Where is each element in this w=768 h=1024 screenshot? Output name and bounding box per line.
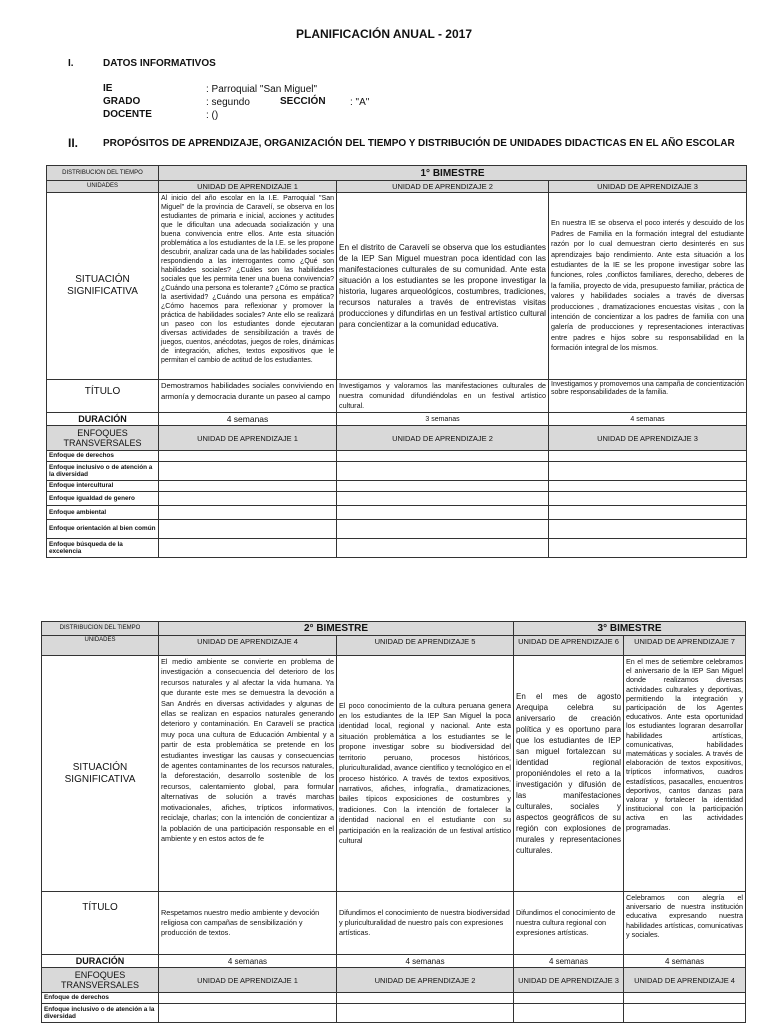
titulo-text: Investigamos y promovemos una campaña de concientización sobre responsabilidades de la familia. [549,380,747,413]
enfoque-label: Enfoque igualdad de genero [47,492,159,506]
duracion-value: 4 semanas [514,955,624,968]
dist-tiempo-label: DISTRIBUCION DEL TIEMPO [47,166,159,181]
seccion-value: : "A" [350,97,370,108]
enfoques-unit-header: UNIDAD DE APRENDIZAJE 4 [624,968,746,993]
enfoque-label: Enfoque de derechos [47,451,159,462]
enfoque-label: Enfoque orientación al bien común [47,520,159,539]
planning-table-bimestre-2-3 [41,621,746,1023]
duracion-value: 4 semanas [624,955,746,968]
titulo-text: Demostramos habilidades sociales conviviendo en armonía y democracia durante un paseo al campo [159,380,337,413]
section-1-heading: DATOS INFORMATIVOS [103,58,216,69]
dist-tiempo-label: DISTRIBUCION DEL TIEMPO [42,622,159,636]
enfoque-label: Enfoque intercultural [47,481,159,492]
enfoque-label: Enfoque ambiental [47,506,159,520]
unit-header: UNIDAD DE APRENDIZAJE 4 [159,636,337,656]
situacion-text: El medio ambiente se convierte en problema de investigación a consecuencia del deterioro de los recursos naturales y al afectar la vida humana. Ya que durante este mes se demuestra la devoción a San Andrés en diversas actividades y algunas de ellas se realizan en espacios naturales generando deterioro y contaminación. En Caravelí se practica muy poca una cultura de Educación Ambiental y a partir de esta problemática se pretende en los estudiantes investigar las causas y consecuencias de agentes contaminantes de los recursos naturales, la deforestación, desarrollo sostenible de los recursos, calentamiento global, para formular alternativas de solución a través marchas motivacionales, afiches, trípticos informativos, reciclaje, charlas; con la intención de concientizar a la población de una participación responsable en el ambiente y en estos actos de fe [159,656,337,892]
enfoques-unit-header: UNIDAD DE APRENDIZAJE 2 [337,426,549,451]
docente-value: : () [206,110,219,121]
titulo-text: Celebramos con alegría el aniversario de nuestra institución educativa expresando nuestra habilidades artísticas, comunicativas y sociales. [624,892,746,955]
enfoque-label: Enfoque de derechos [42,993,159,1004]
document-title: PLANIFICACIÓN ANUAL - 2017 [295,27,473,41]
grado-value: : segundo [206,97,250,108]
bimestre-1-header: 1° BIMESTRE [159,166,747,181]
ie-value: : Parroquial "San Miguel" [206,84,318,95]
docente-label: DOCENTE [103,109,152,120]
situacion-text: En el distrito de Caravelí se observa que los estudiantes de la IEP San Miguel muestran poca identidad con las manifestaciones culturales de su comunidad. Ante esta situación a los estudiantes se les propone investigar la historia, lugares arqueológicos, costumbres, tradiciones, recursos naturales a través de entrevistas visitas producciones y difundirlas en un festival artístico cultural para concientizar a la comunidad educativa. [337,193,549,380]
enfoques-unit-header: UNIDAD DE APRENDIZAJE 1 [159,968,337,993]
unit-header: UNIDAD DE APRENDIZAJE 2 [337,181,549,193]
unidades-label: UNIDADES [47,181,159,193]
enfoques-unit-header: UNIDAD DE APRENDIZAJE 3 [549,426,747,451]
duracion-label: DURACIÓN [47,413,159,426]
enfoques-label: ENFOQUES TRANSVERSALES [47,426,159,451]
titulo-text: Investigamos y valoramos las manifestaciones culturales de nuestra comunidad difundiéndolas en un festival artístico cultural. [337,380,549,413]
unidades-label: UNIDADES [42,636,159,656]
situacion-text: En nuestra IE se observa el poco interés y descuido de los Padres de Familia en la formación integral del estudiante razón por lo cual demuestran cierto desinterés en sus aprendizajes bajo rendimiento. Ante esta situación a los estudiantes de la IE se les propone investigar sobre las funciones, roles ,conflictos familiares, derecho, deberes de la familia, proyecto de vida, presupuesto familiar, práctica de valores y habilidades sociales a través de diversas producciones , dramatizaciones encuestas visitas , con la intención de concientizar a los padres de familia con una galería de producciones y representaciones interactivas entre padres e hijos sobre su responsabilidad en la formación integral de los mismos. [549,193,747,380]
duracion-value: 4 semanas [337,955,514,968]
unit-header: UNIDAD DE APRENDIZAJE 7 [624,636,746,656]
enfoque-label: Enfoque inclusivo o de atención a la diversidad [42,1004,159,1023]
bimestre-2-header: 2° BIMESTRE [159,622,514,636]
enfoques-unit-header: UNIDAD DE APRENDIZAJE 3 [514,968,624,993]
section-1-number: I. [68,58,74,69]
unit-header: UNIDAD DE APRENDIZAJE 3 [549,181,747,193]
enfoques-label: ENFOQUES TRANSVERSALES [42,968,159,993]
situacion-text: Al inicio del año escolar en la I.E. Parroquial "San Miguel" de la provincia de Caravelí, se observa en los estudiantes de primaria e inicial, acciones y actitudes que le dificultan una adecuada socialización y una buena convivencia entre ellos. Ante esta situación problemática a los estudiantes de la I.E. se les propone descubrir, analizar cada una de las habilidades sociales respondiendo a las interrogantes como ¿Qué son habilidades sociales? ¿Cuáles son las habilidades sociales que les permita tener una buena convivencia? ¿Cuándo una persona es tolerante? ¿Cómo se practica la asertividad? ¿Cuándo una persona es empática? ¿Cómo hacemos para reflexionar y promover la práctica de habilidades sociales? Ante ello se realizará un paseo con los estudiantes donde ejecutaran diversas actividades de sensibilización a través de juegos, cuentos, anécdotas, juegos de roles, dinámicas de integración, afiches, textos expositivos que le permitan el cambio de actitud de los estudiantes. [159,193,337,380]
enfoque-label: Enfoque búsqueda de la excelencia [47,539,159,558]
titulo-text: Respetamos nuestro medio ambiente y devoción religiosa con campañas de sensibilización y producción de textos. [159,892,337,955]
seccion-label: SECCIÓN [280,96,326,107]
unit-header: UNIDAD DE APRENDIZAJE 5 [337,636,514,656]
duracion-value: 4 semanas [159,413,337,426]
titulo-label: TÍTULO [47,380,159,413]
situacion-label: SITUACIÓN SIGNIFICATIVA [47,193,159,380]
unit-header: UNIDAD DE APRENDIZAJE 1 [159,181,337,193]
duracion-value: 3 semanas [337,413,549,426]
duracion-value: 4 semanas [549,413,747,426]
titulo-text: Difundimos el conocimiento de nuestra biodiversidad y pluriculturalidad de nuestro país con expresiones artísticas. [337,892,514,955]
enfoques-unit-header: UNIDAD DE APRENDIZAJE 2 [337,968,514,993]
duracion-value: 4 semanas [159,955,337,968]
bimestre-3-header: 3° BIMESTRE [514,622,746,636]
section-2-heading: PROPÓSITOS DE APRENDIZAJE, ORGANIZACIÓN DEL TIEMPO Y DISTRIBUCIÓN DE UNIDADES DIDACTICAS EN EL AÑO ESCOLAR [103,138,735,149]
section-2-number: II. [68,136,79,150]
unit-header: UNIDAD DE APRENDIZAJE 6 [514,636,624,656]
situacion-text: El poco conocimiento de la cultura peruana genera en los estudiantes de la IEP San Miguel la poca identidad local, regional y nacional. Ante esta situación problemática a los estudiantes se le propone investigar sobre su biodiversidad del territorio peruano, procesos históricos, pluriculturalidad, avance científico y tecnológico en el proceso histórico. A través de textos expositivos, narrativos, afiches, infografía., dramatizaciones, bailes típicos exposiciones de costumbres y tradiciones. Con la intención de fortalecer la identidad nacional en el estudiante con su participación en la realización de un festival artístico cultural [337,656,514,892]
situacion-text: En el mes de agosto Arequipa celebra su aniversario de creación política y es oportuno para que los estudiantes de IEP san miguel fortalezcan su identidad regional proponiéndoles el reto a la investigación y difusión de las manifestaciones culturales, sociales y aspectos geográficos de su región con explosiones de murales y representaciones culturales. [514,656,624,892]
planning-table-bimestre-1 [46,165,747,558]
situacion-text: En el mes de setiembre celebramos el aniversario de la IEP San Miguel donde realizamos diversas actividades culturales y deportivas, permitiendo la integración y participación de los Agentes educativos. Ante esta oportunidad los estudiantes lograran desarrollar habilidades artísticas, comunicativas, habilidades matemáticas y sociales. A través de elaboración de textos expositivos, trípticos informativos, cuadros estadísticos, pasacalles, encuentros deportivos, cantos danzas para valorar y fortalecer la identidad institucional con la participación activa en las actividades programadas. [624,656,746,892]
situacion-label: SITUACIÓN SIGNIFICATIVA [42,656,159,892]
duracion-label: DURACIÓN [42,955,159,968]
titulo-label: TÍTULO [42,892,159,955]
grado-label: GRADO [103,96,141,107]
enfoque-label: Enfoque inclusivo o de atención a la diversidad [47,462,159,481]
ie-label: IE [103,83,113,94]
enfoques-unit-header: UNIDAD DE APRENDIZAJE 1 [159,426,337,451]
titulo-text: Difundimos el conocimiento de nuestra cultura regional con expresiones artísticas. [514,892,624,955]
